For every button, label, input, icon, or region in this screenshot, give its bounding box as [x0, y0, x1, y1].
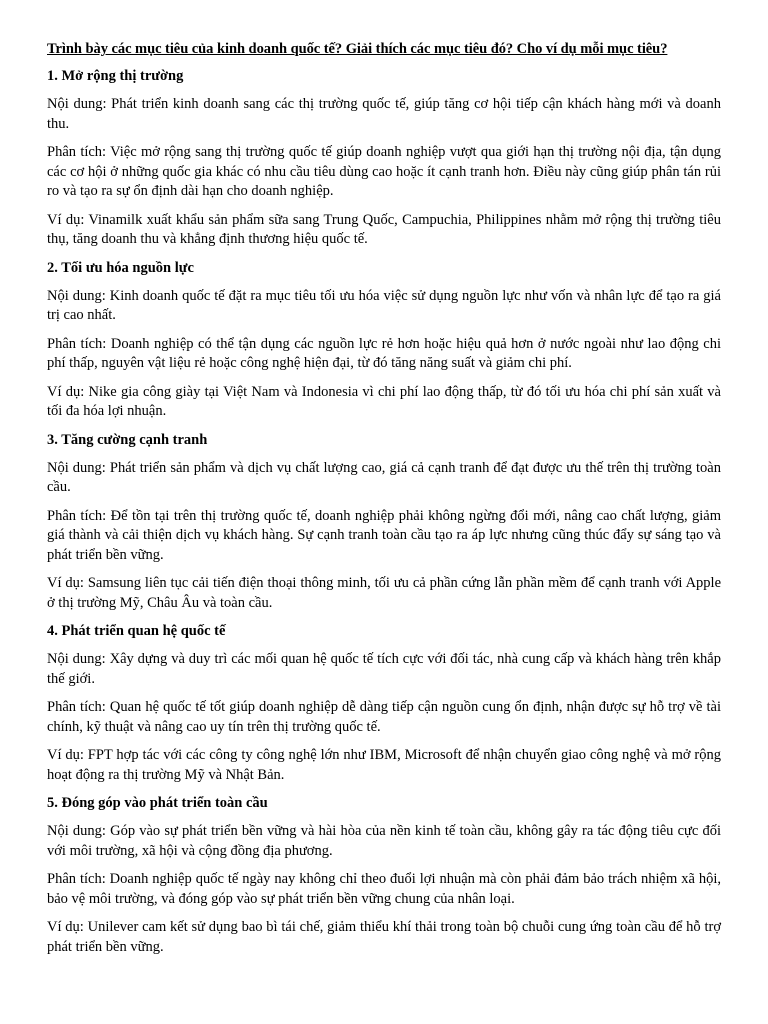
- section-heading: 1. Mở rộng thị trường: [47, 68, 184, 84]
- section-example: Ví dụ: FPT hợp tác với các công ty công nghệ lớn như IBM, Microsoft để nhận chuyển giao công nghệ và mở rộng hoạt động ra thị trường Mỹ và Nhật Bản.: [47, 747, 721, 783]
- section-competitiveness: [47, 431, 721, 614]
- section-content: Nội dung: Phát triển kinh doanh sang các thị trường quốc tế, giúp tăng cơ hội tiếp cận khách hàng mới và doanh thu.: [47, 96, 721, 132]
- section-example: Ví dụ: Unilever cam kết sử dụng bao bì tái chế, giảm thiểu khí thải trong toàn bộ chuỗi cung ứng toàn cầu để hỗ trợ phát triển bền vững.: [47, 919, 721, 955]
- section-example: Ví dụ: Nike gia công giày tại Việt Nam và Indonesia vì chi phí lao động thấp, từ đó tối ưu hóa chi phí sản xuất và tối đa hóa lợi nhuận.: [47, 383, 721, 419]
- section-content: Nội dung: Xây dựng và duy trì các mối quan hệ quốc tế tích cực với đối tác, nhà cung cấp và khách hàng trên khắp thế giới.: [47, 651, 721, 687]
- section-heading: 3. Tăng cường cạnh tranh: [47, 431, 208, 448]
- section-analysis: Phân tích: Việc mở rộng sang thị trường quốc tế giúp doanh nghiệp vượt qua giới hạn thị trường nội địa, tận dụng các cơ hội ở những quốc gia khác có nhu cầu tiêu dùng cao hoặc ít cạnh tranh hơn. Điều này cũng giúp phân tán rủi ro và tạo ra sự ổn định dài hạn cho doanh nghiệp.: [47, 144, 721, 199]
- section-international-relations: [47, 622, 721, 785]
- section-analysis: Phân tích: Quan hệ quốc tế tốt giúp doanh nghiệp dễ dàng tiếp cận nguồn cung ổn định, nhận được sự hỗ trợ về tài chính, kỹ thuật và nâng cao uy tín trên thị trường quốc tế.: [47, 699, 721, 735]
- section-global-development: [47, 794, 721, 957]
- section-content: Nội dung: Góp vào sự phát triển bền vững và hài hòa của nền kinh tế toàn cầu, không gây ra tác động tiêu cực đối với môi trường, xã hội và cộng đồng địa phương.: [47, 823, 721, 859]
- section-market-expansion: [47, 67, 721, 250]
- section-content: Nội dung: Kinh doanh quốc tế đặt ra mục tiêu tối ưu hóa việc sử dụng nguồn lực như vốn và nhân lực để tạo ra giá trị cao nhất.: [47, 287, 721, 323]
- section-analysis: Phân tích: Để tồn tại trên thị trường quốc tế, doanh nghiệp phải không ngừng đổi mới, nâng cao chất lượng, giảm giá thành và cải thiện dịch vụ khách hàng. Sự cạnh tranh toàn cầu tạo ra áp lực nhưng cũng thúc đẩy sự sáng tạo và phát triển bền vững.: [47, 507, 721, 563]
- section-example: Ví dụ: Vinamilk xuất khẩu sản phẩm sữa sang Trung Quốc, Campuchia, Philippines nhằm mở rộng thị trường tiêu thụ, tăng doanh thu và khẳng định thương hiệu quốc tế.: [47, 211, 721, 247]
- section-analysis: Phân tích: Doanh nghiệp có thể tận dụng các nguồn lực rẻ hơn hoặc hiệu quả hơn ở nước ngoài như lao động chi phí thấp, nguyên vật liệu rẻ hoặc công nghệ hiện đại, từ đó tăng năng suất và giảm chi phí.: [47, 335, 721, 371]
- document-title: Trình bày các mục tiêu của kinh doanh quốc tế? Giải thích các mục tiêu đó? Cho ví dụ mỗi mục tiêu?: [47, 41, 668, 57]
- section-heading: 5. Đóng góp vào phát triển toàn cầu: [47, 795, 268, 811]
- section-heading: 2. Tối ưu hóa nguồn lực: [47, 259, 194, 276]
- section-example: Ví dụ: Samsung liên tục cải tiến điện thoại thông minh, tối ưu cả phần cứng lẫn phần mềm để cạnh tranh với Apple ở thị trường Mỹ, Châu Âu và toàn cầu.: [47, 575, 721, 611]
- section-content: Nội dung: Phát triển sản phẩm và dịch vụ chất lượng cao, giá cả cạnh tranh để đạt được ưu thế trên thị trường toàn cầu.: [47, 459, 721, 495]
- section-resource-optimization: [47, 259, 721, 422]
- section-analysis: Phân tích: Doanh nghiệp quốc tế ngày nay không chỉ theo đuổi lợi nhuận mà còn phải đảm bảo trách nhiệm xã hội, bảo vệ môi trường, và đóng góp vào sự phát triển bền vững chung của nhân loại.: [47, 871, 721, 907]
- section-heading: 4. Phát triển quan hệ quốc tế: [47, 623, 226, 639]
